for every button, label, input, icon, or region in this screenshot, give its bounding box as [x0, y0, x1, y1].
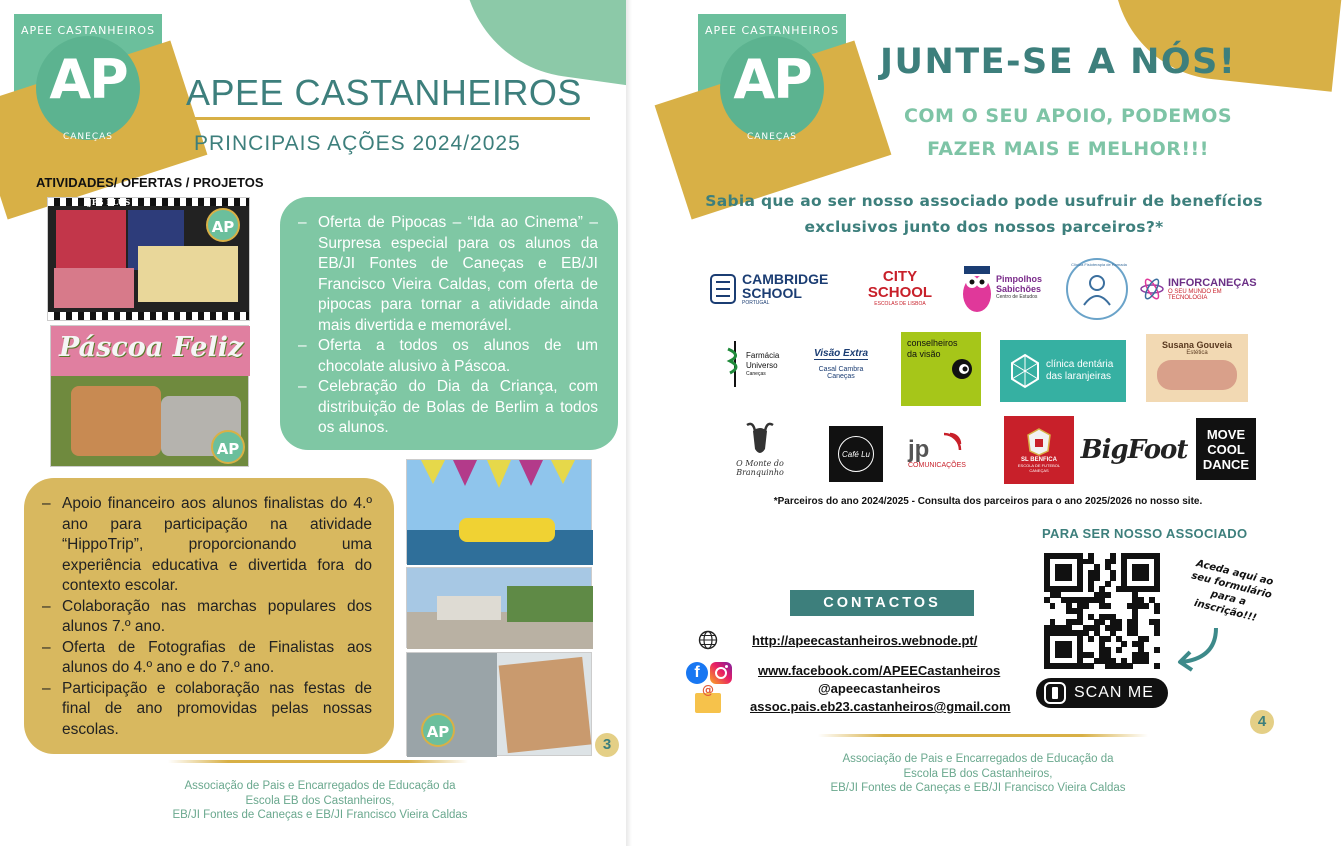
list-item: – Participação e colaboração nas festas de final de ano promovidas pelas nossas escolas.: [42, 679, 372, 741]
partner-name: CITY SCHOOL: [867, 268, 933, 301]
easter-caption: Páscoa Feliz: [59, 332, 244, 363]
page-3: [0, 0, 626, 846]
page-number: 4: [1250, 710, 1274, 734]
partner-name-line: DANCE: [1202, 456, 1250, 472]
partner-subtitle: Centro de Estudos: [996, 294, 1038, 300]
facebook-link[interactable]: www.facebook.com/APEECastanheiros: [758, 663, 1001, 678]
partner-bigfoot: [1080, 430, 1188, 470]
phone-icon: [1044, 682, 1066, 704]
footer-text: [798, 752, 1158, 796]
footer-line: EB/JI Fontes de Caneças e EB/JI Francisco Vieira Caldas: [830, 782, 1126, 794]
person-icon: [1079, 271, 1115, 307]
partner-subtitle: ESCOLAS DE LISBOA: [874, 301, 926, 307]
partner-inforcanecas: [1140, 266, 1260, 312]
logo-ring-bottom: CANEÇAS: [746, 132, 797, 142]
footer-line: Associação de Pais e Encarregados de Educação da: [842, 753, 1114, 765]
tooth-icon: [1010, 353, 1040, 389]
email-link[interactable]: assoc.pais.eb23.castanheiros@gmail.com: [750, 699, 1011, 714]
partner-susana-gouveia: [1146, 334, 1248, 402]
benefits-line: Sabia que ao ser nosso associado pode usufruir de benefícios: [705, 192, 1263, 210]
partner-name: CAMBRIDGE SCHOOL: [742, 271, 829, 301]
hippotrip-photo: [406, 459, 592, 564]
partner-cafe-lu: [829, 426, 883, 482]
goat-head-icon: [741, 419, 779, 459]
easter-photo: [50, 325, 249, 467]
partner-subtitle: ESCOLA DE FUTEBOL CANEÇAS: [1017, 463, 1061, 473]
associate-heading: PARA SER NOSSO ASSOCIADO: [1042, 526, 1248, 541]
logo-ring-bottom: CANEÇAS: [62, 132, 113, 142]
partner-name: Susana Gouveia: [1161, 340, 1233, 350]
partner-name: clínica dentária das laranjeiras: [1046, 359, 1114, 382]
mascot-icon: [960, 260, 994, 314]
partner-subtitle: O SEU MUNDO EM TECNOLOGIA: [1168, 289, 1222, 301]
title-rule: [176, 117, 590, 120]
partner-clinica-dentaria: [1000, 340, 1126, 402]
partner-name: SL BENFICA: [1021, 457, 1057, 463]
globe-icon: [698, 630, 718, 650]
list-item: – Oferta de Fotografias de Finalistas aos alunos do 4.º ano e do 7.º ano.: [42, 638, 372, 679]
logo-monogram: AP: [733, 48, 811, 111]
partner-subtitle: PORTUGAL: [742, 300, 770, 306]
partner-conselheiros-visao: [901, 332, 981, 406]
partner-name: Farmácia Universo: [746, 351, 780, 370]
partner-clinic: [1066, 258, 1128, 320]
list-item: – Oferta de Pipocas – “Ida ao Cinema” – Surpresa especial para os alunos da EB/JI Fontes de Caneças e EB/JI Francisco Vieira Caldas, com oferta de pipocas para tornar a atividade ainda mais divertida e memorável.: [298, 213, 598, 336]
partner-subtitle: Estética: [1186, 350, 1208, 356]
partner-name: BigFoot: [1080, 435, 1188, 465]
partner-pimpolhos-sabichoes: [960, 258, 1050, 316]
photo-badge-icon: AP: [421, 713, 455, 747]
pharmacy-icon: [724, 339, 746, 389]
marchas-photo: [406, 567, 592, 648]
partner-name: jp: [908, 435, 930, 463]
crest-icon: [708, 272, 738, 306]
apee-logo: [14, 14, 162, 162]
list-item: – Oferta a todos os alunos de um chocolate alusivo à Páscoa.: [298, 336, 598, 377]
list-item: – Apoio financeiro aos alunos finalistas do 4.º ano para participação na atividade “HippoTrip”, proporcionando uma experiência educativa e divertida fora do contexto escolar.: [42, 494, 372, 597]
scan-me-button[interactable]: [1036, 678, 1168, 708]
page-title: APEE CASTANHEIROS: [186, 72, 582, 113]
photo-badge-icon: AP: [206, 208, 240, 242]
partner-name-line: MOVE: [1206, 426, 1246, 442]
offers-box: [280, 197, 618, 450]
subtitle-line: FAZER MAIS E MELHOR!!!: [927, 138, 1209, 160]
partner-name: Clínica Fisioterapia de Ramada: [1071, 262, 1127, 267]
signal-icon: [942, 432, 962, 452]
qr-code[interactable]: [1040, 553, 1164, 669]
email-icon: [695, 693, 721, 713]
footer-line: Escola EB dos Castanheiros,: [903, 767, 1053, 780]
partner-name: conselheiros da visão: [907, 338, 958, 359]
partner-visao-extra: [808, 336, 874, 392]
partner-cambridge-school: [708, 270, 842, 308]
footer-rule: [168, 760, 468, 763]
cinema-photo: [47, 197, 250, 321]
instagram-icon: [710, 662, 732, 684]
instagram-handle[interactable]: @apeecastanheiros: [818, 681, 941, 696]
curved-arrow-icon: [1172, 624, 1222, 672]
page-subtitle: PRINCIPAIS AÇÕES 2024/2025: [194, 132, 521, 155]
partner-name: Café Lu: [838, 436, 874, 472]
partner-name: O Monte do Branquinho: [736, 459, 784, 477]
footer-rule: [818, 734, 1148, 737]
partner-subtitle: Casal Cambra Caneças: [818, 366, 864, 380]
scan-me-label: SCAN ME: [1074, 684, 1154, 701]
projects-box: [24, 478, 394, 754]
page-gutter-shade: [626, 0, 632, 846]
partners-note: *Parceiros do ano 2024/2025 - Consulta dos parceiros para o ano 2025/2026 no nosso site.: [773, 496, 1203, 507]
offers-list: [298, 213, 598, 439]
logo-ring-top: APEE CASTANHEIROS: [20, 24, 156, 37]
apee-logo: [698, 14, 843, 159]
footer-line: Associação de Pais e Encarregados de Educação da: [184, 780, 456, 792]
logo-ring-top: APEE CASTANHEIROS: [704, 24, 840, 37]
list-item: – Celebração do Dia da Criança, com distribuição de Bolas de Berlim a todos os alunos.: [298, 377, 598, 439]
page-4: [668, 0, 1280, 818]
partner-monte-branquinho: [718, 412, 802, 484]
facebook-icon: f: [686, 662, 708, 684]
projects-list: [42, 494, 372, 740]
partner-name: Visão Extra: [813, 348, 869, 359]
footer-line: Escola EB dos Castanheiros,: [245, 794, 395, 807]
benefits-text: [688, 188, 1280, 240]
contacts-label: CONTACTOS: [790, 590, 974, 616]
logo-monogram: AP: [49, 48, 127, 111]
activity-photo: [406, 652, 592, 756]
partner-city-school: [850, 268, 950, 308]
atom-icon: [1140, 277, 1164, 301]
section-heading: ATIVIDADES/ OFERTAS / PROJETOS: [36, 175, 264, 190]
partner-farmacia-universo: [724, 336, 786, 392]
partner-name: INFORCANEÇAS: [1168, 277, 1257, 289]
footer-line: EB/JI Fontes de Caneças e EB/JI Francisco Vieira Caldas: [172, 809, 468, 821]
eye-icon: [951, 358, 973, 380]
partner-subtitle: Caneças: [746, 371, 766, 377]
photo-badge-icon: AP: [211, 430, 245, 464]
partner-subtitle: COMUNICAÇÕES: [908, 461, 966, 469]
page-title: JUNTE-SE A NÓS!: [880, 42, 1237, 82]
handwritten-note: Aceda aqui ao seu formulário para a inscrição!!!: [1190, 558, 1275, 624]
cinema-caption: JPS PLUS: [88, 197, 131, 207]
partner-name-line: COOL: [1207, 441, 1245, 457]
partner-name: Pimpolhos Sabichões: [996, 274, 1043, 294]
footer-text: [140, 779, 500, 823]
page-number: 3: [595, 733, 619, 757]
list-item: – Colaboração nas marchas populares dos alunos 7.º ano.: [42, 597, 372, 638]
benefits-line: exclusivos junto dos nossos parceiros?*: [804, 218, 1164, 236]
partner-move-cool-dance: [1196, 418, 1256, 480]
website-link[interactable]: http://apeecastanheiros.webnode.pt/: [752, 633, 978, 648]
partner-jp-comunicacoes: [908, 428, 974, 478]
partner-benfica: [1004, 416, 1074, 484]
page-subtitle: [868, 100, 1268, 166]
subtitle-line: COM O SEU APOIO, PODEMOS: [903, 105, 1233, 127]
eagle-crest-icon: [1026, 427, 1052, 457]
